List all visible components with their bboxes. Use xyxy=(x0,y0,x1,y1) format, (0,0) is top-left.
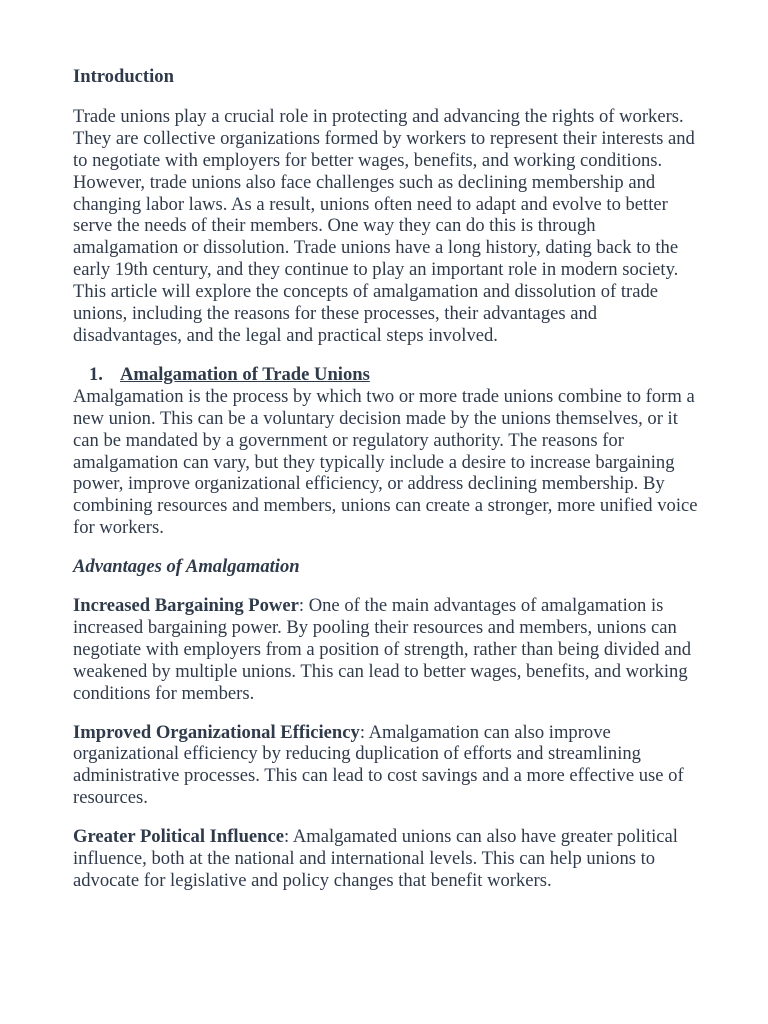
section-number: 1. xyxy=(89,363,103,385)
advantage-text: : Amalgamated unions can also have greater political influence, both at the national and international levels. This can help unions to advocate for legislative and policy changes that benefit workers. xyxy=(73,826,678,891)
advantage-term: Greater Political Influence xyxy=(73,826,285,848)
document-page xyxy=(73,66,703,909)
advantages-heading: Advantages of Amalgamation xyxy=(73,556,300,578)
intro-heading: Introduction xyxy=(73,66,174,87)
advantage-term: Increased Bargaining Power xyxy=(73,595,299,617)
amalgamation-paragraph: Amalgamation is the process by which two or more trade unions combine to form a new union. This can be a voluntary decision made by the unions themselves, or it can be mandated by a government or regulatory authority. The reasons for amalgamation can vary, but they typically include a desire to increase bargaining power, improve organizational efficiency, or address declining membership. By combining resources and members, unions can create a stronger, more unified voice for workers. xyxy=(73,385,698,539)
advantage-item xyxy=(73,595,703,705)
advantage-term: Improved Organizational Efficiency xyxy=(73,721,360,743)
advantage-item xyxy=(73,826,703,892)
advantage-text: : Amalgamation can also improve organizational efficiency by reducing duplication of efforts and streamlining administrative processes. This can lead to cost savings and a more effective use of resources. xyxy=(73,721,684,809)
intro-paragraph: Trade unions play a crucial role in protecting and advancing the rights of workers. They are collective organizations formed by workers to represent their interests and to negotiate with employers for better wages, benefits, and working conditions. However, trade unions also face challenges such as declining membership and changing labor laws. As a result, unions often need to adapt and evolve to better serve the needs of their members. One way they can do this is through amalgamation or dissolution. Trade unions have a long history, dating back to the early 19th century, and they continue to play an important role in modern society. This article will explore the concepts of amalgamation and dissolution of trade unions, including the reasons for these processes, their advantages and disadvantages, and the legal and practical steps involved. xyxy=(73,105,695,346)
section-title: Amalgamation of Trade Unions xyxy=(120,363,370,385)
advantage-text: : One of the main advantages of amalgamation is increased bargaining power. By pooling their resources and members, unions can negotiate with employers from a position of strength, rather than being divided and weakened by multiple unions. This can lead to better wages, benefits, and working conditions for members. xyxy=(73,595,692,704)
section-heading-amalgamation xyxy=(73,364,703,386)
advantage-item xyxy=(73,722,703,810)
